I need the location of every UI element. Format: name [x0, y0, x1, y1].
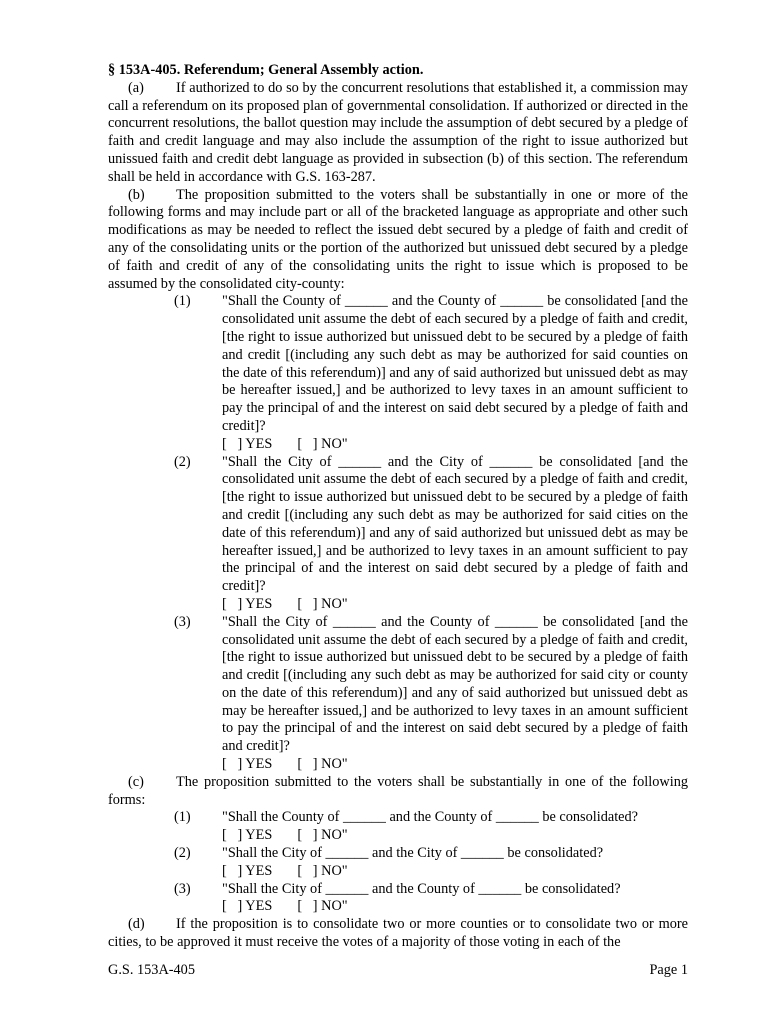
item-number: (1): [174, 809, 191, 826]
paragraph-c-label: (c): [128, 773, 144, 790]
section-heading: § 153A-405. Referendum; General Assembly action.: [108, 62, 424, 78]
item-number: (2): [174, 453, 191, 470]
paragraph-b-text: The proposition submitted to the voters shall be substantially in one or more of the following forms and may include part or all of the bracketed language as appropriate and other such modifications as may be needed to reflect the issued debt secured by a pledge of faith and credit of any of the consolidating units or the portion of the authorized but unissued debt secured by a pledge of faith and credit of any of the consolidating units the right to issue which is proposed to be assumed by the consolidated city-county:: [108, 186, 688, 292]
item-text: "Shall the City of ______ and the County of ______ be consolidated?: [222, 880, 621, 897]
paragraph-a-label: (a): [128, 79, 144, 96]
item-number: (3): [174, 880, 191, 897]
item-text: "Shall the City of ______ and the City of ______ be consolidated [and the consolidated unit assume the debt of each secured by a pledge of faith and credit, [the right to issue authorized but unissued debt to be secured by a pledge of faith and credit [(including any such debt as may be authorized for said cities on the date of this referendum)] and any of said authorized but unissued debt as may be hereafter issued,] and be authorized to levy taxes in an amount sufficient to pay the principal of and the interest on said debt secured by a pledge of faith and credit]?: [222, 453, 688, 595]
item-number: (1): [174, 293, 191, 310]
item-text: "Shall the County of ______ and the County of ______ be consolidated [and the consolidated unit assume the debt of each secured by a pledge of faith and credit, [the right to issue authorized but unissued debt to be secured by a pledge of faith and credit [(including any such debt as may be authorized for said counties on the date of this referendum)] and any of said authorized but unissued debt as may be hereafter issued,] and be authorized to levy taxes in an amount sufficient to pay the principal of and the interest on said debt secured by a pledge of faith and credit]?: [222, 293, 688, 434]
ballot-form-c3: [108, 881, 688, 899]
page-number: Page 1: [649, 962, 688, 978]
item-text: "Shall the City of ______ and the City of ______ be consolidated?: [222, 845, 604, 862]
paragraph-a: [108, 80, 688, 187]
paragraph-d-label: (d): [128, 916, 145, 933]
yes-no-options: [ ] YES [ ] NO": [222, 898, 348, 915]
ballot-form-b2: [108, 454, 688, 596]
ballot-form-b1: [108, 293, 688, 435]
item-text: "Shall the City of ______ and the County of ______ be consolidated [and the consolidated unit assume the debt of each secured by a pledge of faith and credit, [the right to issue authorized but unissued debt to be secured by a pledge of faith and credit [(including any such debt as may be authorized for said city or county on the date of this referendum)] and any of said authorized but unissued debt as may be hereafter issued,] and be authorized to levy taxes in an amount sufficient to pay the principal of and the interest on said debt secured by a pledge of faith and credit]?: [222, 613, 688, 755]
statute-page: [108, 62, 688, 952]
paragraph-d: [108, 916, 688, 952]
page-footer: [108, 962, 688, 980]
item-number: (2): [174, 845, 191, 862]
item-text: "Shall the County of ______ and the County of ______ be consolidated?: [222, 809, 639, 826]
yes-no-options: [ ] YES [ ] NO": [222, 595, 348, 612]
paragraph-b-label: (b): [128, 186, 145, 203]
yes-no-options: [ ] YES [ ] NO": [222, 435, 348, 452]
paragraph-a-text: If authorized to do so by the concurrent resolutions that established it, a commission may call a referendum on its proposed plan of governmental consolidation. If authorized or directed in the concurrent resolutions, the ballot question may include the assumption of debt secured by a pledge of faith and credit language and may also include the assumption of the right to issue authorized but unissued faith and credit debt language as provided in subsection (b) of this section. The referendum shall be held in accordance with G.S. 163-287.: [108, 79, 688, 185]
ballot-form-b3: [108, 614, 688, 756]
footer-citation: G.S. 153A-405: [108, 962, 195, 978]
paragraph-c-text: The proposition submitted to the voters shall be substantially in one of the following forms:: [108, 773, 688, 808]
paragraph-c: [108, 774, 688, 810]
yes-no-options: [ ] YES [ ] NO": [222, 862, 348, 879]
paragraph-d-text: If the proposition is to consolidate two or more counties or to consolidate two or more cities, to be approved it must receive the votes of a majority of those voting in each of the: [108, 916, 688, 951]
paragraph-b: [108, 187, 688, 294]
yes-no-options: [ ] YES [ ] NO": [222, 756, 348, 773]
item-number: (3): [174, 613, 191, 630]
yes-no-options: [ ] YES [ ] NO": [222, 827, 348, 844]
ballot-form-c1: [108, 809, 688, 827]
ballot-form-c2: [108, 845, 688, 863]
